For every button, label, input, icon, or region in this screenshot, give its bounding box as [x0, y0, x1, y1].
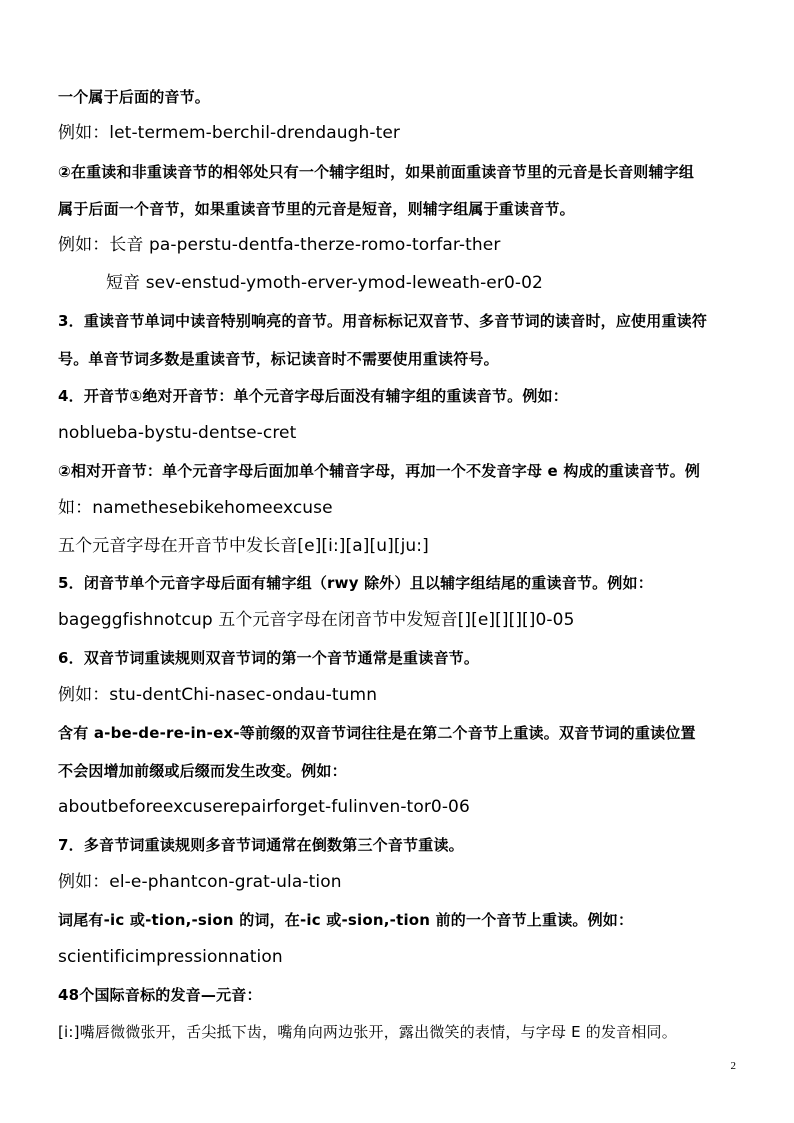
text-line: bageggfishnotcup 五个元音字母在闭音节中发短音[][e][][][]0-05 [58, 610, 575, 630]
text-line: ②在重读和非重读音节的相邻处只有一个辅字组时，如果前面重读音节里的元音是长音则辅字组 [58, 163, 695, 181]
text-line: 7．多音节词重读规则多音节词通常在倒数第三个音节重读。 [58, 836, 464, 854]
text-line: 短音 sev-enstud-ymoth-erver-ymod-leweath-er0-02 [106, 273, 543, 293]
text-line: 一个属于后面的音节。 [58, 88, 211, 106]
page-number: 2 [730, 1060, 736, 1072]
text-line: 含有 a-be-de-re-in-ex-等前缀的双音节词往往是在第二个音节上重读。双音节词的重读位置 [58, 724, 696, 742]
text-line: 3．重读音节单词中读音特别响亮的音节。用音标标记双音节、多音节词的读音时，应使用重读符 [58, 312, 708, 330]
text-line: 例如：let-termem-berchil-drendaugh-ter [58, 123, 401, 143]
text-line: aboutbeforeexcuserepairforget-fulinven-tor0-06 [58, 797, 470, 817]
text-line: 例如：el-e-phantcon-grat-ula-tion [58, 872, 342, 892]
text-line: 如：namethesebikehomeexcuse [58, 498, 333, 518]
text-line: 五个元音字母在开音节中发长音[e][i:][a][u][ju:] [58, 536, 429, 556]
text-line: [i:]嘴唇微微张开，舌尖抵下齿，嘴角向两边张开，露出微笑的表情，与字母 E 的发音相同。 [58, 1023, 677, 1041]
text-line: 词尾有-ic 或-tion,-sion 的词，在-ic 或-sion,-tion 前的一个音节上重读。例如： [58, 911, 634, 929]
text-line: 例如：长音 pa-perstu-dentfa-therze-romo-torfar-ther [58, 235, 501, 255]
text-line: 号。单音节词多数是重读音节，标记读音时不需要使用重读符号。 [58, 350, 499, 368]
text-line: 5．闭音节单个元音字母后面有辅字组（rwy 除外）且以辅字组结尾的重读音节。例如： [58, 574, 653, 592]
text-line: 6．双音节词重读规则双音节词的第一个音节通常是重读音节。 [58, 649, 480, 667]
text-line: 48个国际音标的发音—元音： [58, 986, 262, 1004]
text-line: ②相对开音节：单个元音字母后面加单个辅音字母，再加一个不发音字母 e 构成的重读音节。例 [58, 462, 701, 480]
text-line: scientificimpressionnation [58, 947, 283, 967]
text-line: noblueba-bystu-dentse-cret [58, 423, 297, 443]
text-line: 属于后面一个音节，如果重读音节里的元音是短音，则辅字组属于重读音节。 [58, 200, 575, 218]
text-line: 4．开音节①绝对开音节：单个元音字母后面没有辅字组的重读音节。例如： [58, 387, 568, 405]
text-line: 不会因增加前缀或后缀而发生改变。例如： [58, 762, 347, 780]
text-line: 例如：stu-dentChi-nasec-ondau-tumn [58, 685, 378, 705]
